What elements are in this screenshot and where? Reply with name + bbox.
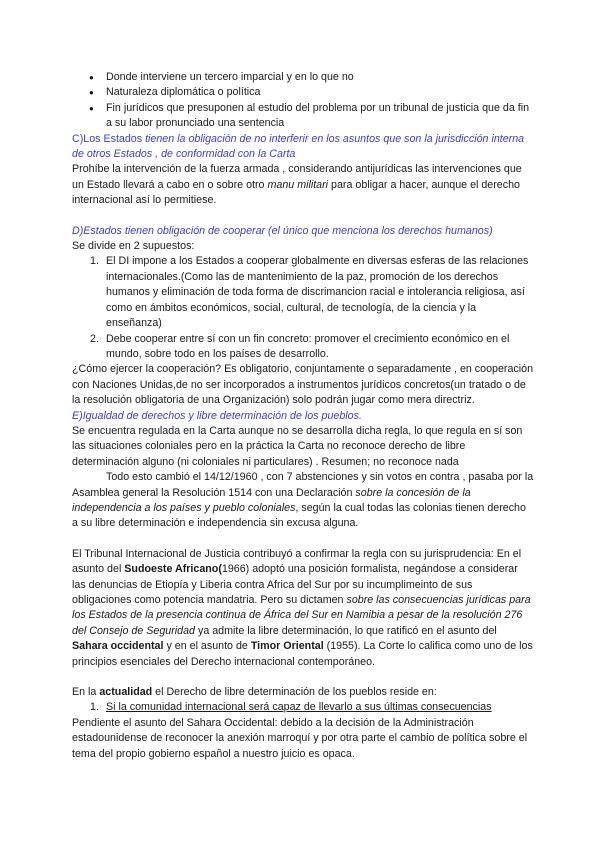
section-c-body-em: manu militari xyxy=(267,178,329,191)
actualidad-closing: Pendiente el asunto del Sahara Occidental: debido a la decisión de la Administración estadounidense de reconocer la anexión marroquí y por otra parte el cambio de política sobre el tema del propio gobierno español a nuestro juicio es opaca. xyxy=(72,716,528,760)
list-item-text: Debe cooperar entre sí con un fin concreto: promover el crecimiento económico en el mundo, sobre todo en los países de desarrollo. xyxy=(106,332,510,360)
section-d-heading: D)Estados tienen obligación de cooperar (el único que menciona los derechos humanos) xyxy=(72,224,493,237)
section-e-heading: E)Igualdad de derechos y libre determinación de los pueblos. xyxy=(72,409,362,422)
section-c-heading xyxy=(72,132,534,163)
tribunal-text: (1955). La Corte lo califica como uno de los principios esenciales del Derecho internacional contemporáneo. xyxy=(72,640,533,668)
bullet-list xyxy=(72,70,534,132)
actualidad-paragraph xyxy=(72,685,534,700)
bullet-item: ● Fin jurídicos que presuponen al estudio del problema por un tribunal de justicia que da fin a su labor pronunciado una sentencia xyxy=(72,101,534,132)
list-item-text: El DI impone a los Estados a cooperar globalmente en diversas esferas de las relaciones internacionales.(Como las de mantenimiento de la paz, promoción de los derechos humanos y eliminación de toda forma de discrimancion racial e intolerancia religiosa, así como en ámbitos económicos, social, cultural, de tecnología, de la ciencia y la enseñanza) xyxy=(106,255,529,330)
bullet-item: ● Naturaleza diplomática o política xyxy=(72,85,534,100)
tribunal-paragraph xyxy=(72,547,534,670)
section-d-question: ¿Cómo ejercer la cooperación? Es obligatorio, conjuntamente o separadamente , en cooperación con Naciones Unidas,de no ser incorporados a instrumentos jurídicos concretos(un tratado o de la resolución obligatoria de una Organización) solo podrán jugar como mera directriz. xyxy=(72,363,534,407)
tribunal-bold: Sahara occidental xyxy=(72,640,164,653)
tribunal-bold: Timor Oriental xyxy=(250,640,324,653)
tribunal-text: ya admite la libre determinación, lo que ratificó en el asunto del xyxy=(195,624,497,637)
section-e-paragraph: Se encuentra regulada en la Carta aunque no se desarrolla dicha regla, lo que regula en sí son las situaciones coloniales pero en la práctica la Carta no reconoce derecho de libre determinación alguno (ni coloniales ni particulares) . Resumen; no reconoce nada xyxy=(72,424,523,468)
tribunal-text: El Tribunal Internacional de Justicia contribuyó a confirmar la regla con su jurisprudencia: En el asunto del xyxy=(72,547,522,576)
list-number: 1. xyxy=(90,701,99,714)
list-item xyxy=(72,700,534,715)
actualidad-text: el Derecho de libre determinación de los pueblos reside en: xyxy=(152,686,437,699)
actualidad-text: En la xyxy=(72,686,100,699)
section-d-list xyxy=(72,254,534,362)
list-item: 1. El DI impone a los Estados a cooperar globalmente en diversas esferas de las relaciones internacionales.(Como las de mantenimiento de la paz, promoción de los derechos humanos y eliminación de toda forma de discrimancion racial e intolerancia religiosa, así como en ámbitos económicos, social, cultural, de tecnología, de la ciencia y la enseñanza) xyxy=(90,255,529,330)
section-c-heading-text: tienen la obligación de no interferir en los asuntos que son la jurisdicción interna de otros Estados , de conformidad con la Carta xyxy=(72,132,525,161)
actualidad-list xyxy=(72,700,534,715)
list-item-text: Si la comunidad internacional será capaz de llevarlo a sus últimas consecuencias xyxy=(106,701,492,714)
section-c-body-text: Prohíbe la intervención de la fuerza armada , considerando antijurídicas las intervenciones que un Estado llevará a cabo en o sobre otro xyxy=(72,163,522,191)
p2-text: Todo esto cambió el 14/12/1960 , con 7 abstenciones y sin votos en contra , pasaba por la Asamblea general la Resolución 1514 con una Declaración xyxy=(72,471,534,499)
document-body xyxy=(72,70,534,762)
section-c-body xyxy=(72,162,534,208)
tribunal-text: 1966) adoptó una posición formalista, negándose a considerar las denuncias de Etiopía y Liberia contra Africa del Sur por su incumplimeinto de sus obligaciones como potencia mandatria. Pero su dictamen xyxy=(72,563,518,606)
p2-text-end: , según la cual todas las colonias tienen derecho a su libre determinación e independencia sin excusa alguna. xyxy=(72,501,526,530)
bullet-item: ● Donde interviene un tercero imparcial y en lo que no xyxy=(72,70,534,85)
tribunal-bold: Sudoeste Africano( xyxy=(124,563,222,576)
list-item: 2. Debe cooperar entre sí con un fin concreto: promover el crecimiento económico en el mundo, sobre todo en los países de desarrollo. xyxy=(90,332,510,360)
tribunal-em: sobre las consecuencias jurídicas para los Estados de la presencia continua de África del Sur en Namibia a pesar de la resolución 276 del Consejo de Seguridad xyxy=(72,594,531,637)
section-c-body-text-end: para obligar a hacer, aunque el derecho internacional así lo permitiese. xyxy=(72,178,520,207)
p2-em: sobre la concesión de la independencia a los países y pueblo coloniales xyxy=(72,486,471,514)
section-e-paragraph-2 xyxy=(72,470,534,532)
actualidad-bold: actualidad xyxy=(99,686,153,699)
section-d-intro: Se divide en 2 supuestos: xyxy=(72,240,195,253)
section-c-prefix: C)Los Estados xyxy=(72,132,146,145)
tribunal-text: y en el asunto de xyxy=(163,640,251,653)
